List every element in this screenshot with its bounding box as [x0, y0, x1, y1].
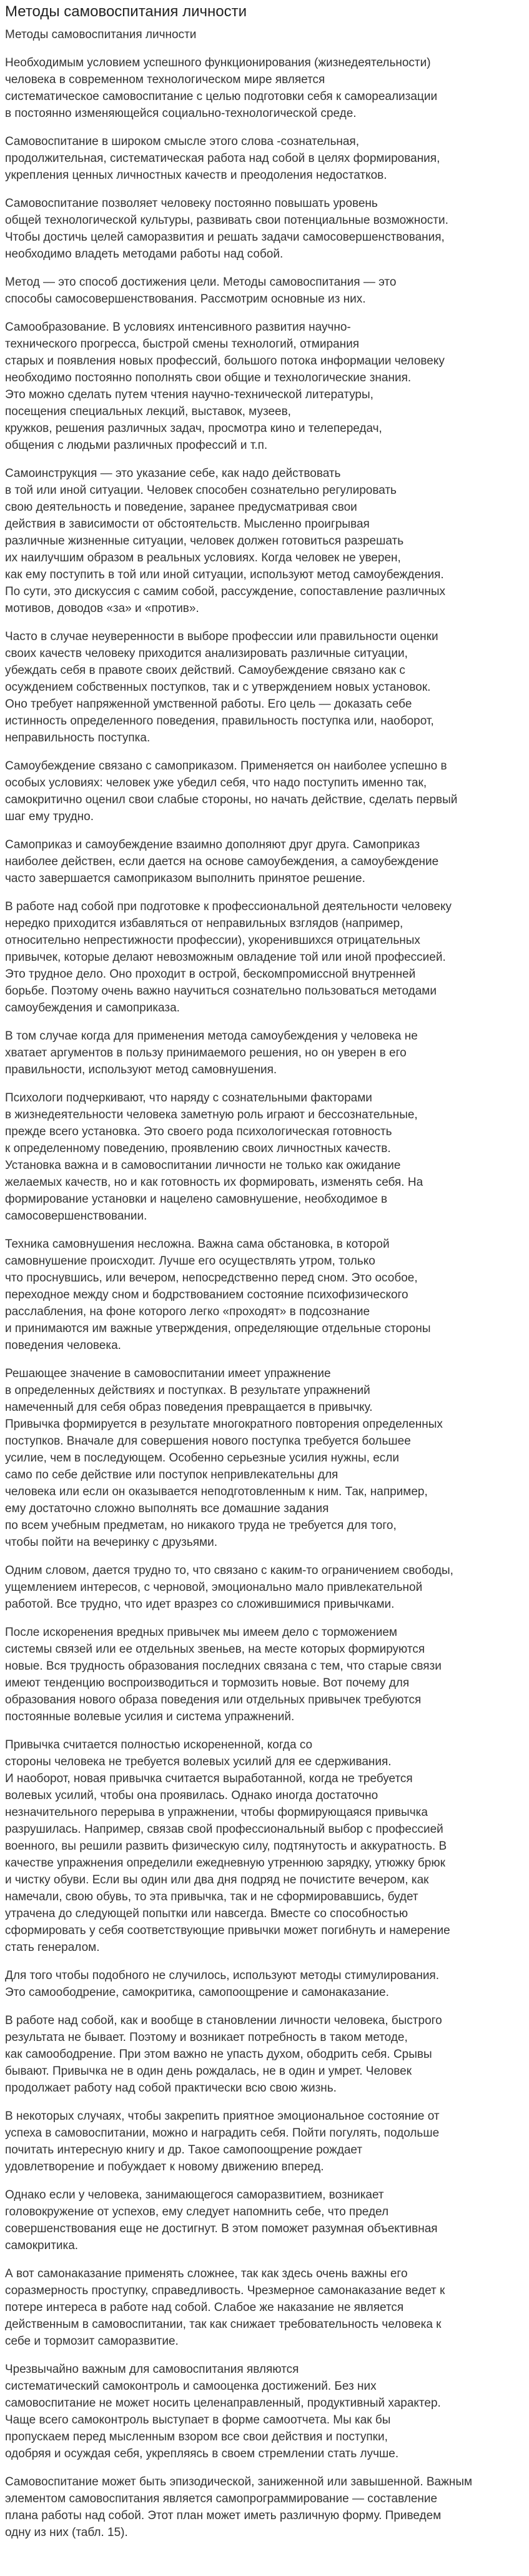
paragraph: В некоторых случаях, чтобы закрепить приятное эмоциональное состояние от успеха в самовоспитании, можно и наградить себя. Пойти погулять, подольше почитать интересную книгу и др. Такое самопоощрение рождает удовлетворение и побуждает к новому движению вперед. — [5, 2110, 440, 2173]
paragraph: Самовоспитание может быть эпизодической, заниженной или завышенной. Важным элементом самовоспитания является самопрограммирование — составление плана работы над собой. Этот план может иметь различную форму. Приведем одну из них (табл. 15). — [5, 2475, 473, 2539]
paragraph: Часто в случае неуверенности в выборе профессии или правильности оценки своих качеств человеку приходится анализировать различные ситуации, убеждать себя в правоте своих действий. Самоубеждение связано как с осуждением собственных поступков, так и с утверждением новых установок. Оно требует напряженной умственной работы. Его цель — доказать себе истинность определенного поведения, правильность поступка или, наоборот, неправильность поступка. — [5, 630, 438, 744]
paragraph: Самообразование. В условиях интенсивного развития научно- технического прогресса, быстрой смены технологий, отмирания старых и появления новых профессий, большого потока информации человеку необходимо постоянно пополнять свои общие и технологические знания. Это можно сделать путем чтения научно-технической литературы, посещения специальных лекций, выставок, музеев, кружков, решения различных задач, просмотра кино и телепередач, общения с людьми различных профессий и т.п. — [5, 321, 445, 452]
paragraph: Самоинструкция — это указание себе, как надо действовать в той или иной ситуации. Человек способен сознательно регулировать свою деятельность и поведение, заранее предусматривая свои действия в зависимости от обстоятельств. Мысленно проигрывая различные жизненные ситуации, человек должен готовиться разрешать их наилучшим образом в реальных условиях. Когда человек не уверен, как ему поступить в той или иной ситуации, используют метод самоубеждения. По сути, это дискуссия с самим собой, рассуждение, сопоставление различных мотивов, доводов «за» и «против». — [5, 467, 446, 615]
paragraph: Самовоспитание в широком смысле этого слова -сознательная, продолжительная, систематическая работа над собой в целях формирования, укрепления ценных личностных качеств и преодоления недостатков. — [5, 135, 440, 182]
paragraph: Самоприказ и самоубеждение взаимно дополняют друг друга. Самоприказ наиболее действен, если дается на основе самоубеждения, а самоубеждение часто завершается самоприказом выполнить принятое решение. — [5, 838, 439, 885]
paragraph: Психологи подчеркивают, что наряду с сознательными факторами в жизнедеятельности человека заметную роль играют и бессознательные, прежде всего установка. Это своего рода психологическая готовность к определенному поведению, проявлению своих личностных качеств. Установка важна и в самовоспитании личности не только как ожидание желаемых качеств, но и как готовность их формировать, изменять себя. На формирование установки и нацелено самовнушение, необходимое в самосовершенствовании. — [5, 1091, 423, 1223]
paragraph: Необходимым условием успешного функционирования (жизнедеятельности) человека в современном технологическом мире является систематическое самовоспитание с целью подготовки себя к самореализации в постоянно изменяющейся социально-технологической среде. — [5, 56, 438, 120]
paragraph: Чрезвычайно важным для самовоспитания являются систематический самоконтроль и самооценка достижений. Без них самовоспитание не может носить целенаправленный, продуктивный характер. Чаще всего самоконтроль выступает в форме самоотчета. Мы как бы пропускаем перед мысленным взором все свои действия и поступки, одобряя и осуждая себя, укрепляясь в своем стремлении стать лучше. — [5, 2363, 441, 2460]
paragraph: Метод — это способ достижения цели. Методы самовоспитания — это способы самосовершенствования. Рассмотрим основные из них. — [5, 276, 397, 306]
paragraph: После искоренения вредных привычек мы имеем дело с торможением системы связей или ее отдельных звеньев, на месте которых формируются новые. Вся трудность образования последних связана с тем, что старые связи имеют тенденцию воспроизводиться и тормозить новые. Вот почему для образования нового образа поведения или отдельных привычек требуются постоянные волевые усилия и система упражнений. — [5, 1626, 442, 1723]
paragraph: В работе над собой, как и вообще в становлении личности человека, быстрого результата не бывает. Поэтому и возникает потребность в таком методе, как самоободрение. При этом важно не упасть духом, ободрить себя. Срывы бывают. Привычка не в один день рождалась, не в один и умрет. Человек продолжает работу над собой практически всю свою жизнь. — [5, 2014, 442, 2095]
paragraph: Техника самовнушения несложна. Важна сама обстановка, в которой самовнушение происходит. Лучше его осуществлять утром, только что проснувшись, или вечером, непосредственно перед сном. Это особое, переходное между сном и бодрствованием состояние психофизического расслабления, на фоне которого легко «проходят» в подсознание и принимаются им важные утверждения, определяющие отдельные стороны поведения человека. — [5, 1238, 431, 1352]
paragraph: Самоубеждение связано с самоприказом. Применяется он наиболее успешно в особых условиях: человек уже убедил себя, что надо поступить именно так, самокритично оценил свои слабые стороны, но начать действие, сделать первый шаг ему трудно. — [5, 759, 458, 823]
paragraph: Самовоспитание позволяет человеку постоянно повышать уровень общей технологической культуры, развивать свои потенциальные возможности. Чтобы достичь целей саморазвития и решать задачи самосовершенствования, необходимо владеть методами работы над собой. — [5, 197, 448, 261]
paragraph: А вот самонаказание применять сложнее, так как здесь очень важны его соразмерность проступку, справедливость. Чрезмерное самонаказание ведет к потере интереса в работе над собой. Слабое же наказание не является действенным в самовоспитании, так как снижает требовательность человека к себе и тормозит саморазвитие. — [5, 2267, 445, 2348]
paragraph: Привычка считается полностью искорененной, когда со стороны человека не требуется волевых усилий для ее сдерживания. И наоборот, новая привычка считается выработанной, когда не требуется волевых усилий, чтобы она проявилась. Однако иногда достаточно незначительного перерыва в упражнении, чтобы формирующаяся привычка разрушилась. Например, связав свой профессиональный выбор с профессией военного, вы решили развить физическую силу, подтянутость и аккуратность. В качестве упражнения определили ежедневную утреннюю зарядку, утюжку брюк и чистку обуви. Если вы один или два дня подряд не почистите вечером, как намечали, свою обувь, то эта привычка, так и не сформировавшись, будет утрачена до следующей попытки или навсегда. Вместе со способностью сформировать у себя соответствующие привычки может погибнуть и намерение стать генералом. — [5, 1738, 450, 1954]
paragraph: В том случае когда для применения метода самоубеждения у человека не хватает аргументов в пользу принимаемого решения, но он уверен в его правильности, используют метод самовнушения. — [5, 1030, 418, 1076]
paragraph: Для того чтобы подобного не случилось, используют методы стимулирования. Это самоободрение, самокритика, самопоощрение и самонаказание. — [5, 1969, 439, 1999]
page-title: Методы самовоспитания личности — [5, 3, 247, 20]
article-subtitle: Методы самовоспитания личности — [5, 28, 197, 41]
paragraph: Одним словом, дается трудно то, что связано с каким-то ограничением свободы, ущемлением интересов, с черновой, эмоционально мало привлекательной работой. Все трудно, что идет вразрез со сложившимися привычками. — [5, 1564, 453, 1611]
article-body — [5, 54, 525, 2541]
paragraph: Однако если у человека, занимающегося саморазвитием, возникает головокружение от успехов, ему следует напомнить себе, что предел совершенствования еще не достигнут. В этом поможет разумная объективная самокритика. — [5, 2188, 438, 2252]
paragraph: В работе над собой при подготовке к профессиональной деятельности человеку нередко приходится избавляться от неправильных взглядов (например, относительно непрестижности профессии), укоренившихся отрицательных привычек, которые делают невозможным овладение той или иной профессией. Это трудное дело. Оно проходит в острой, бескомпромиссной внутренней борьбе. Поэтому очень важно научиться сознательно пользоваться методами самоубеждения и самоприказа. — [5, 900, 452, 1015]
paragraph: Решающее значение в самовоспитании имеет упражнение в определенных действиях и поступках. В результате упражнений намеченный для себя образ поведения превращается в привычку. Привычка формируется в результате многократного повторения определенных поступков. Вначале для совершения нового поступка требуется большее усилие, чем в последующем. Особенно серьезные усилия нужны, если само по себе действие или поступок непривлекательны для человека или если он оказывается неподготовленным к ним. Так, например, ему достаточно сложно выполнять все домашние задания по всем учебным предметам, но никакого труда не требуется для того, чтобы пойти на вечеринку с друзьями. — [5, 1367, 443, 1549]
